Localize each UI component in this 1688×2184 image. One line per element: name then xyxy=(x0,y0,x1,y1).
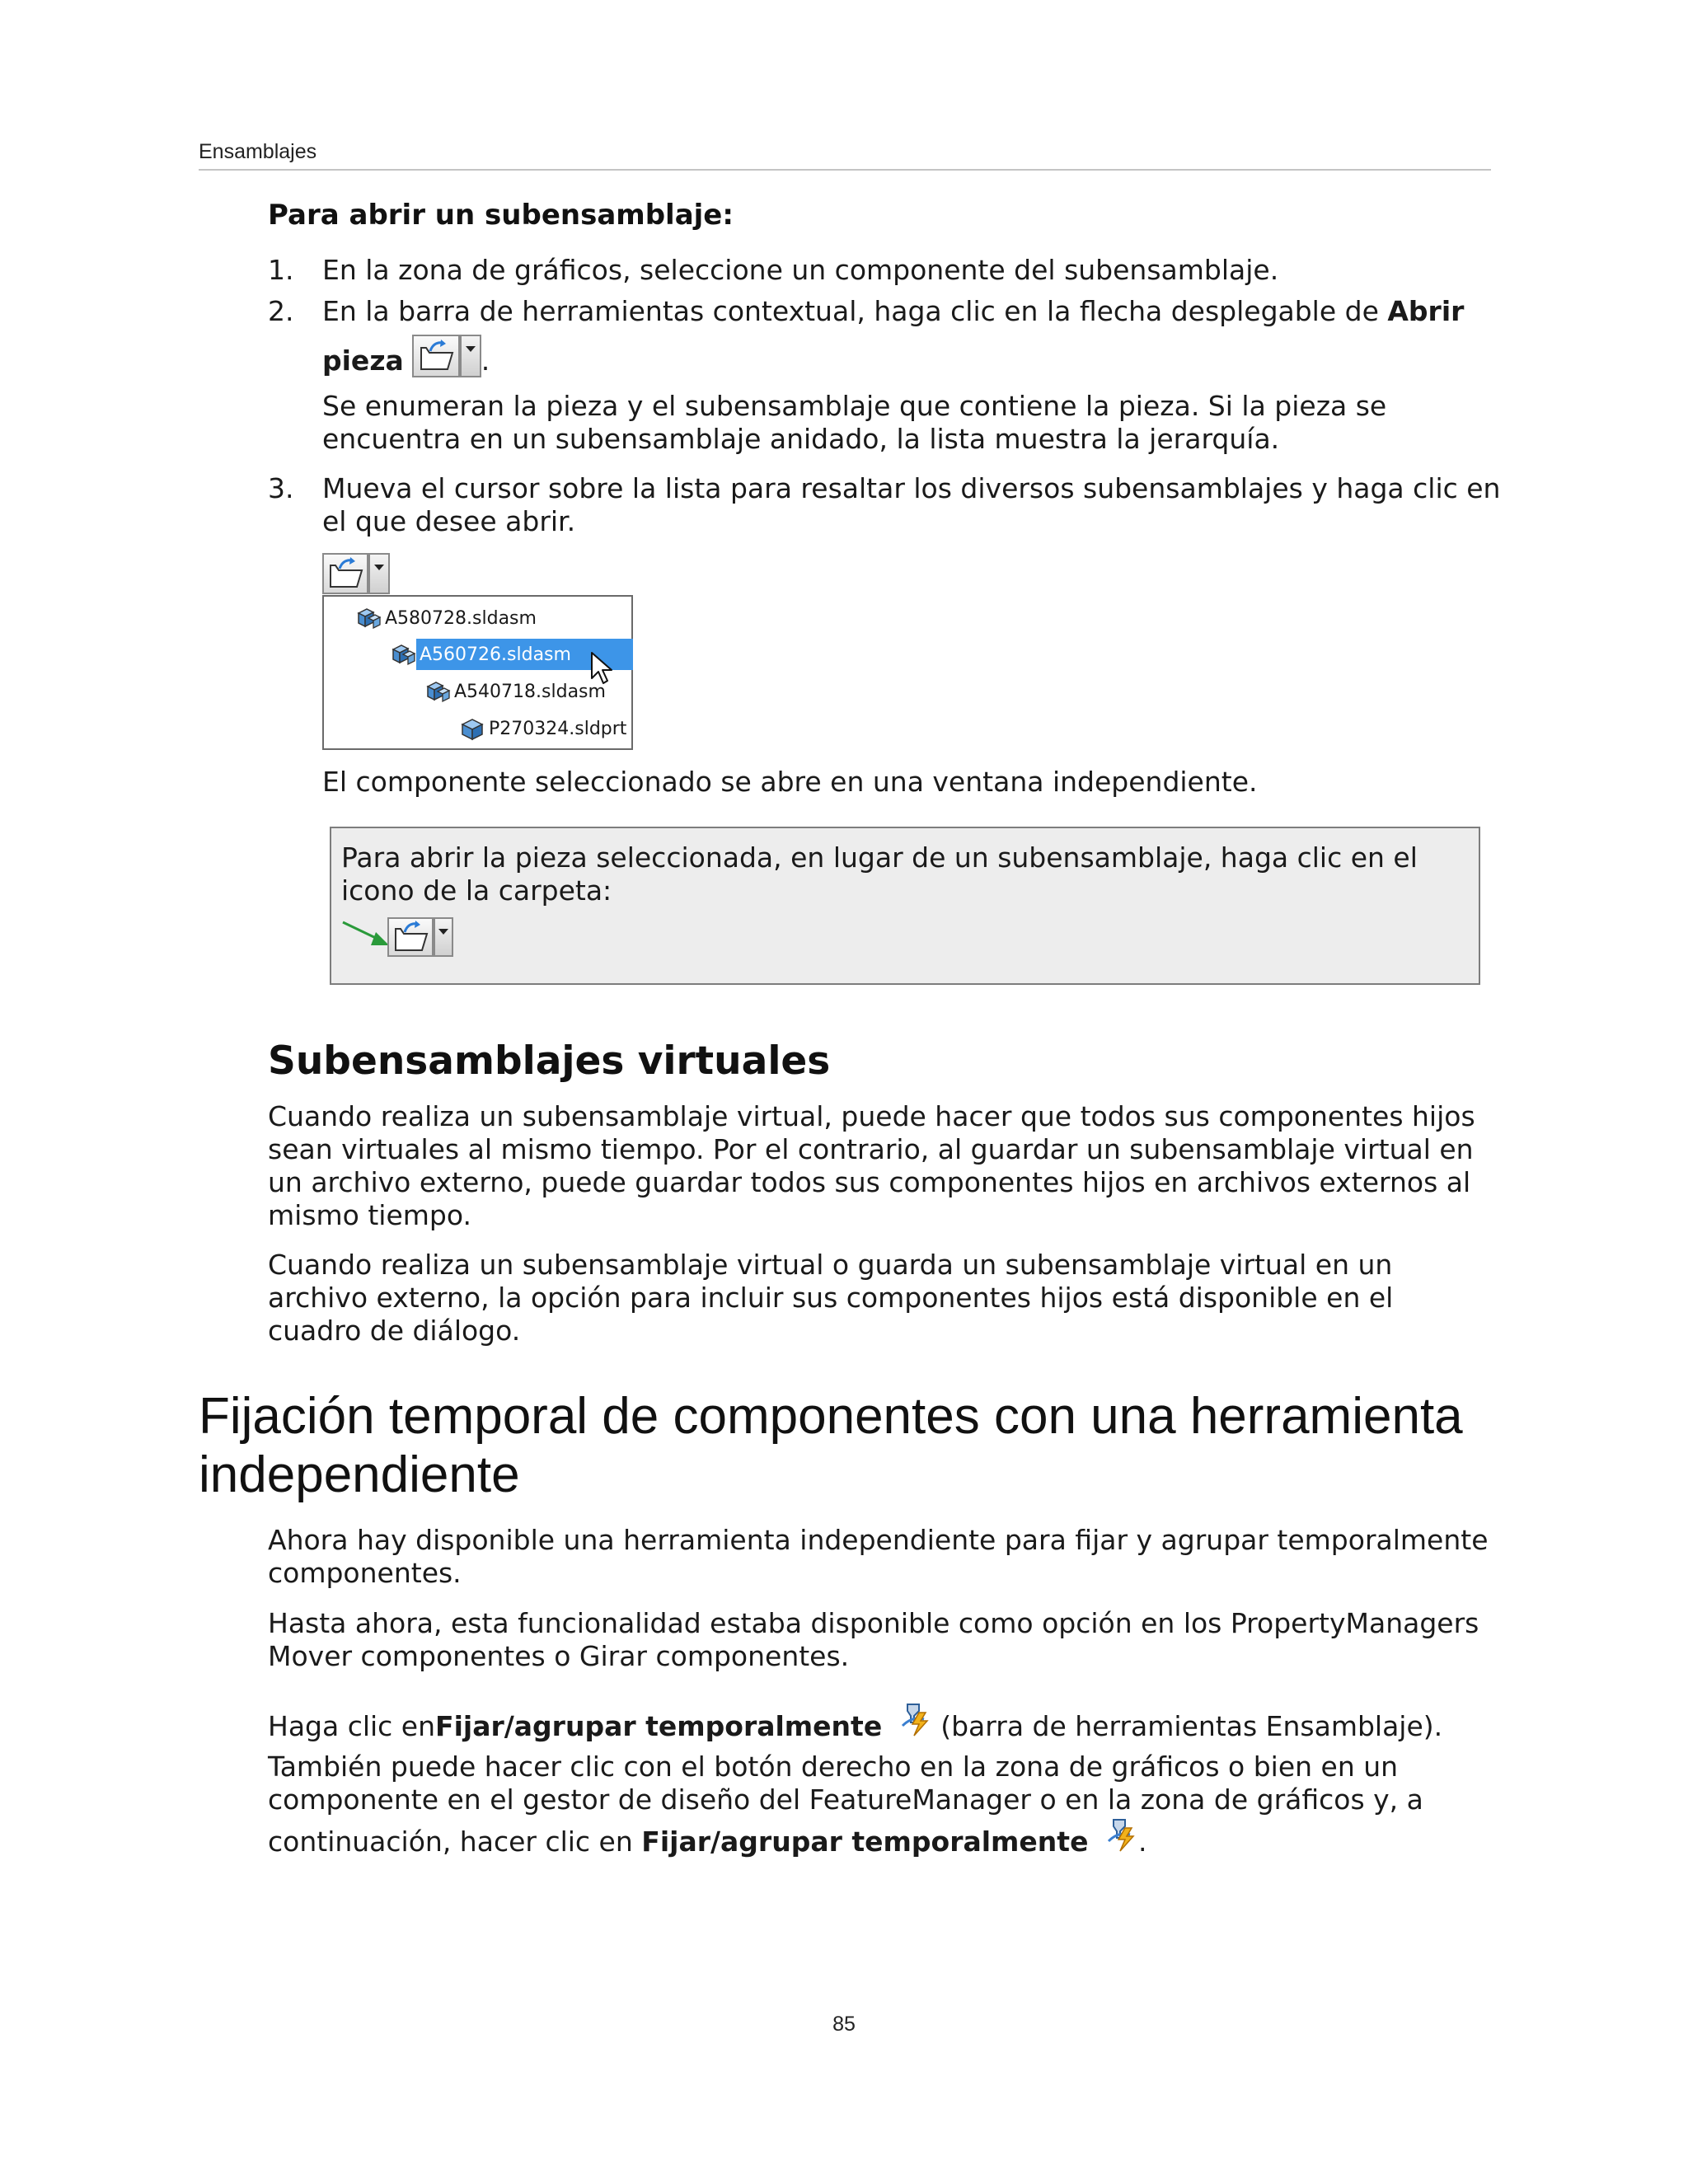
pieza-label: pieza xyxy=(322,344,404,377)
chapter-heading: Fijación temporal de componentes con una herramienta independiente xyxy=(199,1388,1463,1503)
paragraph: Ahora hay disponible una herramienta independiente para fijar y agrupar temporalmente componentes. xyxy=(268,1524,1489,1589)
assembly-icon xyxy=(355,605,382,631)
fix-group-icon[interactable] xyxy=(1102,1816,1138,1853)
folder-open-icon xyxy=(393,921,429,954)
chevron-down-icon xyxy=(438,929,448,935)
step-text: Mueva el cursor sobre la lista para resaltar los diversos subensamblajes y haga clic en el que desee abrir. xyxy=(322,472,1501,537)
step-result: Se enumeran la pieza y el subensamblaje que contiene la pieza. Si la pieza se encuentra en un subensamblaje anidado, la lista muestra la jerarquía. xyxy=(322,390,1387,455)
procedure-title: Para abrir un subensamblaje: xyxy=(268,199,734,232)
paragraph: Haga clic enFijar/agrupar temporalmente (barra de herramientas Ensamblaje). xyxy=(268,1701,1442,1743)
step-text: En la barra de herramientas contextual, haga clic en la flecha desplegable de Abrir xyxy=(322,295,1465,327)
note-box xyxy=(330,827,1480,985)
part-icon xyxy=(459,715,485,742)
open-part-dropdown[interactable] xyxy=(460,335,481,377)
step-text-cont: pieza . xyxy=(322,331,490,377)
fix-group-icon[interactable] xyxy=(896,1701,932,1737)
paragraph: Hasta ahora, esta funcionalidad estaba disponible como opción en los PropertyManagers Mover componentes o Girar componentes. xyxy=(268,1607,1479,1672)
paragraph: También puede hacer clic con el botón derecho en la zona de gráficos o bien en un componente en el gestor de diseño del FeatureManager o en la zona de gráficos y, a continuación, hacer clic en Fijar/agrupar temporalmente . xyxy=(268,1750,1423,1858)
list-item[interactable]: P270324.sldprt xyxy=(459,712,630,745)
step-number: 2. xyxy=(268,295,294,327)
folder-open-icon xyxy=(419,340,455,373)
subassembly-list xyxy=(322,595,633,750)
open-part-button[interactable] xyxy=(322,553,390,594)
list-item[interactable]: A580728.sldasm xyxy=(355,602,540,635)
header-divider xyxy=(199,169,1491,171)
open-part-dropdown[interactable] xyxy=(368,553,390,594)
arrow-pointer-icon xyxy=(341,919,391,952)
step-number: 3. xyxy=(268,472,294,504)
chevron-down-icon xyxy=(466,346,476,352)
step-number: 1. xyxy=(268,254,294,286)
paragraph: Cuando realiza un subensamblaje virtual o guarda un subensamblaje virtual en un archivo externo, la opción para incluir sus componentes hijos está disponible en el cuadro de diálogo. xyxy=(268,1249,1394,1347)
page-number: 85 xyxy=(832,2013,856,2036)
open-part-button[interactable] xyxy=(387,917,453,957)
paragraph: Cuando realiza un subensamblaje virtual, puede hacer que todos sus componentes hijos sean virtuales al mismo tiempo. Por el contrario, al guardar un subensamblaje virtual en un archivo externo, puede guardar todos sus componentes hijos en archivos externos al mismo tiempo. xyxy=(268,1100,1475,1231)
list-item[interactable]: A560726.sldasm xyxy=(390,638,633,671)
step-result: El componente seleccionado se abre en una ventana independiente. xyxy=(322,766,1258,798)
step-text: En la zona de gráficos, seleccione un componente del subensamblaje. xyxy=(322,254,1279,286)
list-item[interactable]: A540718.sldasm xyxy=(424,675,609,708)
abrir-label: Abrir xyxy=(1387,295,1465,327)
assembly-icon xyxy=(424,678,451,705)
open-part-dropdown[interactable] xyxy=(434,917,453,957)
running-header: Ensamblajes xyxy=(199,140,317,163)
assembly-icon xyxy=(390,641,416,668)
open-part-button[interactable] xyxy=(412,335,481,377)
section-heading: Subensamblajes virtuales xyxy=(268,1038,831,1084)
chevron-down-icon xyxy=(374,565,384,570)
folder-open-icon xyxy=(328,557,364,590)
note-text: Para abrir la pieza seleccionada, en lugar de un subensamblaje, haga clic en el icono de la carpeta: xyxy=(341,841,1418,907)
